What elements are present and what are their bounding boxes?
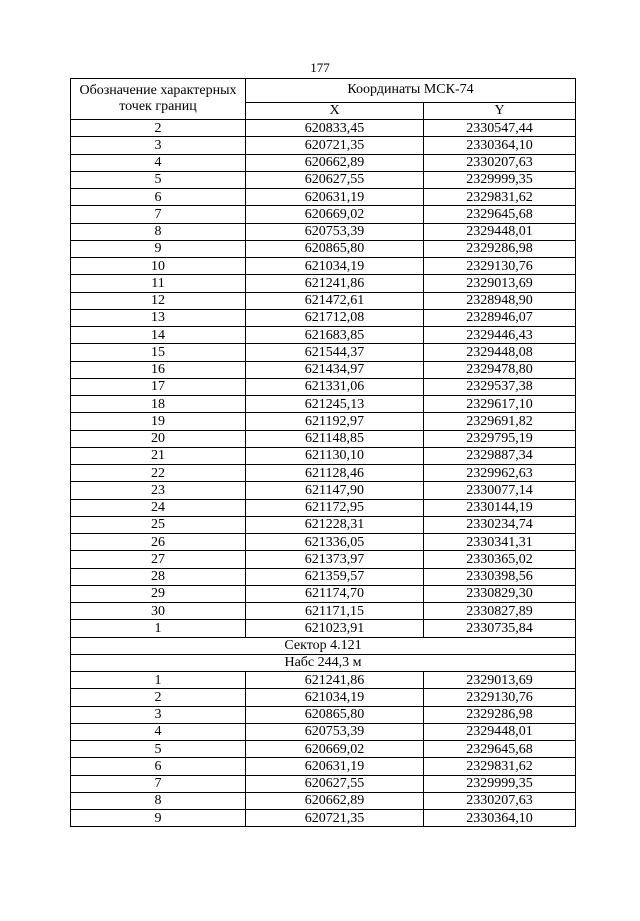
table-row <box>71 430 576 447</box>
x-coordinate-cell: 621544,37 <box>246 344 424 361</box>
point-number-cell: 8 <box>71 792 246 809</box>
x-coordinate-cell: 620631,19 <box>246 758 424 775</box>
y-coordinate-cell: 2329962,63 <box>424 465 576 482</box>
point-number-cell: 5 <box>71 171 246 188</box>
table-row <box>71 689 576 706</box>
table-row <box>71 499 576 516</box>
table-row <box>71 361 576 378</box>
y-coordinate-cell: 2329130,76 <box>424 258 576 275</box>
y-coordinate-cell: 2328946,07 <box>424 309 576 326</box>
point-number-cell: 3 <box>71 706 246 723</box>
y-coordinate-cell: 2329286,98 <box>424 706 576 723</box>
point-number-cell: 18 <box>71 396 246 413</box>
point-number-cell: 27 <box>71 551 246 568</box>
x-column-header: X <box>246 102 424 119</box>
y-coordinate-cell: 2329645,68 <box>424 206 576 223</box>
point-number-cell: 9 <box>71 810 246 827</box>
x-coordinate-cell: 621472,61 <box>246 292 424 309</box>
table-row <box>71 223 576 240</box>
table-row <box>71 775 576 792</box>
table-row <box>71 189 576 206</box>
table-row <box>71 568 576 585</box>
y-coordinate-cell: 2329795,19 <box>424 430 576 447</box>
table-row <box>71 465 576 482</box>
table-row <box>71 447 576 464</box>
y-coordinate-cell: 2329887,34 <box>424 447 576 464</box>
point-number-cell: 2 <box>71 120 246 137</box>
table-row <box>71 551 576 568</box>
table-row <box>71 292 576 309</box>
y-coordinate-cell: 2329448,01 <box>424 223 576 240</box>
y-coordinate-cell: 2330364,10 <box>424 810 576 827</box>
y-coordinate-cell: 2330234,74 <box>424 516 576 533</box>
x-coordinate-cell: 621172,95 <box>246 499 424 516</box>
y-coordinate-cell: 2329286,98 <box>424 240 576 257</box>
y-coordinate-cell: 2329478,80 <box>424 361 576 378</box>
x-coordinate-cell: 621336,05 <box>246 534 424 551</box>
y-coordinate-cell: 2330735,84 <box>424 620 576 637</box>
table-row <box>71 309 576 326</box>
table-row <box>71 516 576 533</box>
table-body-part2 <box>71 672 576 827</box>
y-coordinate-cell: 2329999,35 <box>424 775 576 792</box>
table-row <box>71 534 576 551</box>
point-number-cell: 1 <box>71 672 246 689</box>
point-number-cell: 13 <box>71 309 246 326</box>
table-row <box>71 620 576 637</box>
point-number-cell: 23 <box>71 482 246 499</box>
x-coordinate-cell: 621130,10 <box>246 447 424 464</box>
coordinates-table <box>70 78 576 827</box>
x-coordinate-cell: 621171,15 <box>246 603 424 620</box>
x-coordinate-cell: 620669,02 <box>246 741 424 758</box>
table-row <box>71 810 576 827</box>
point-number-cell: 5 <box>71 741 246 758</box>
table-body-part1 <box>71 120 576 638</box>
point-number-cell: 16 <box>71 361 246 378</box>
x-coordinate-cell: 620662,89 <box>246 792 424 809</box>
point-number-cell: 14 <box>71 327 246 344</box>
x-coordinate-cell: 620753,39 <box>246 723 424 740</box>
y-coordinate-cell: 2329013,69 <box>424 275 576 292</box>
point-number-cell: 8 <box>71 223 246 240</box>
table-row <box>71 672 576 689</box>
point-number-cell: 1 <box>71 620 246 637</box>
point-number-cell: 6 <box>71 189 246 206</box>
table-row <box>71 792 576 809</box>
point-number-cell: 11 <box>71 275 246 292</box>
y-coordinate-cell: 2330207,63 <box>424 154 576 171</box>
x-coordinate-cell: 620627,55 <box>246 171 424 188</box>
y-coordinate-cell: 2329617,10 <box>424 396 576 413</box>
y-coordinate-cell: 2330827,89 <box>424 603 576 620</box>
x-coordinate-cell: 621128,46 <box>246 465 424 482</box>
y-coordinate-cell: 2330365,02 <box>424 551 576 568</box>
x-coordinate-cell: 620721,35 <box>246 810 424 827</box>
coord-system-header: Координаты МСК-74 <box>246 79 576 103</box>
point-number-cell: 24 <box>71 499 246 516</box>
point-number-cell: 28 <box>71 568 246 585</box>
x-coordinate-cell: 621192,97 <box>246 413 424 430</box>
table-row <box>71 137 576 154</box>
x-coordinate-cell: 621147,90 <box>246 482 424 499</box>
point-number-cell: 21 <box>71 447 246 464</box>
point-number-cell: 17 <box>71 378 246 395</box>
y-coordinate-cell: 2330077,14 <box>424 482 576 499</box>
point-number-cell: 12 <box>71 292 246 309</box>
y-coordinate-cell: 2329645,68 <box>424 741 576 758</box>
sector-row <box>71 637 576 654</box>
x-coordinate-cell: 621359,57 <box>246 568 424 585</box>
point-number-cell: 20 <box>71 430 246 447</box>
point-number-cell: 4 <box>71 154 246 171</box>
x-coordinate-cell: 621245,13 <box>246 396 424 413</box>
x-coordinate-cell: 620721,35 <box>246 137 424 154</box>
x-coordinate-cell: 620669,02 <box>246 206 424 223</box>
sector-block <box>71 637 576 672</box>
sector-title: Сектор 4.121 <box>71 637 576 654</box>
height-row <box>71 654 576 671</box>
x-coordinate-cell: 620865,80 <box>246 706 424 723</box>
point-number-cell: 6 <box>71 758 246 775</box>
y-coordinate-cell: 2329999,35 <box>424 171 576 188</box>
table-row <box>71 154 576 171</box>
point-number-cell: 25 <box>71 516 246 533</box>
point-number-cell: 15 <box>71 344 246 361</box>
y-coordinate-cell: 2329448,01 <box>424 723 576 740</box>
table-row <box>71 603 576 620</box>
table-row <box>71 482 576 499</box>
page-number: 177 <box>310 60 330 75</box>
point-number-cell: 22 <box>71 465 246 482</box>
point-number-cell: 9 <box>71 240 246 257</box>
point-number-cell: 7 <box>71 206 246 223</box>
x-coordinate-cell: 621034,19 <box>246 258 424 275</box>
x-coordinate-cell: 621023,91 <box>246 620 424 637</box>
x-coordinate-cell: 621034,19 <box>246 689 424 706</box>
x-coordinate-cell: 621434,97 <box>246 361 424 378</box>
table-row <box>71 723 576 740</box>
table-row <box>71 327 576 344</box>
point-number-cell: 19 <box>71 413 246 430</box>
table-row <box>71 413 576 430</box>
table-row <box>71 206 576 223</box>
point-number-cell: 10 <box>71 258 246 275</box>
point-number-cell: 4 <box>71 723 246 740</box>
x-coordinate-cell: 620631,19 <box>246 189 424 206</box>
y-coordinate-cell: 2330364,10 <box>424 137 576 154</box>
y-coordinate-cell: 2330829,30 <box>424 585 576 602</box>
y-coordinate-cell: 2330547,44 <box>424 120 576 137</box>
table-row <box>71 240 576 257</box>
point-number-cell: 26 <box>71 534 246 551</box>
x-coordinate-cell: 621331,06 <box>246 378 424 395</box>
height-label: Набс 244,3 м <box>71 654 576 671</box>
y-coordinate-cell: 2329831,62 <box>424 758 576 775</box>
y-coordinate-cell: 2330207,63 <box>424 792 576 809</box>
point-number-cell: 2 <box>71 689 246 706</box>
x-coordinate-cell: 621228,31 <box>246 516 424 533</box>
y-coordinate-cell: 2328948,90 <box>424 292 576 309</box>
table-row <box>71 396 576 413</box>
table-row <box>71 171 576 188</box>
y-coordinate-cell: 2329537,38 <box>424 378 576 395</box>
point-number-cell: 30 <box>71 603 246 620</box>
point-number-cell: 29 <box>71 585 246 602</box>
y-coordinate-cell: 2329448,08 <box>424 344 576 361</box>
x-coordinate-cell: 621712,08 <box>246 309 424 326</box>
point-number-cell: 7 <box>71 775 246 792</box>
x-coordinate-cell: 621373,97 <box>246 551 424 568</box>
table-row <box>71 258 576 275</box>
x-coordinate-cell: 621241,86 <box>246 275 424 292</box>
table-row <box>71 275 576 292</box>
y-coordinate-cell: 2330341,31 <box>424 534 576 551</box>
table-row <box>71 120 576 137</box>
y-coordinate-cell: 2329831,62 <box>424 189 576 206</box>
x-coordinate-cell: 621148,85 <box>246 430 424 447</box>
point-designation-header: Обозначение характерных точек границ <box>71 79 246 120</box>
table-row <box>71 585 576 602</box>
table-row <box>71 378 576 395</box>
y-coordinate-cell: 2329446,43 <box>424 327 576 344</box>
x-coordinate-cell: 621683,85 <box>246 327 424 344</box>
x-coordinate-cell: 620753,39 <box>246 223 424 240</box>
x-coordinate-cell: 620627,55 <box>246 775 424 792</box>
table-row <box>71 758 576 775</box>
y-column-header: Y <box>424 102 576 119</box>
x-coordinate-cell: 620662,89 <box>246 154 424 171</box>
table-row <box>71 741 576 758</box>
y-coordinate-cell: 2329130,76 <box>424 689 576 706</box>
x-coordinate-cell: 620833,45 <box>246 120 424 137</box>
x-coordinate-cell: 621174,70 <box>246 585 424 602</box>
table-row <box>71 344 576 361</box>
point-number-cell: 3 <box>71 137 246 154</box>
y-coordinate-cell: 2329691,82 <box>424 413 576 430</box>
y-coordinate-cell: 2330398,56 <box>424 568 576 585</box>
y-coordinate-cell: 2330144,19 <box>424 499 576 516</box>
x-coordinate-cell: 620865,80 <box>246 240 424 257</box>
y-coordinate-cell: 2329013,69 <box>424 672 576 689</box>
x-coordinate-cell: 621241,86 <box>246 672 424 689</box>
table-row <box>71 706 576 723</box>
header-row <box>71 79 576 103</box>
